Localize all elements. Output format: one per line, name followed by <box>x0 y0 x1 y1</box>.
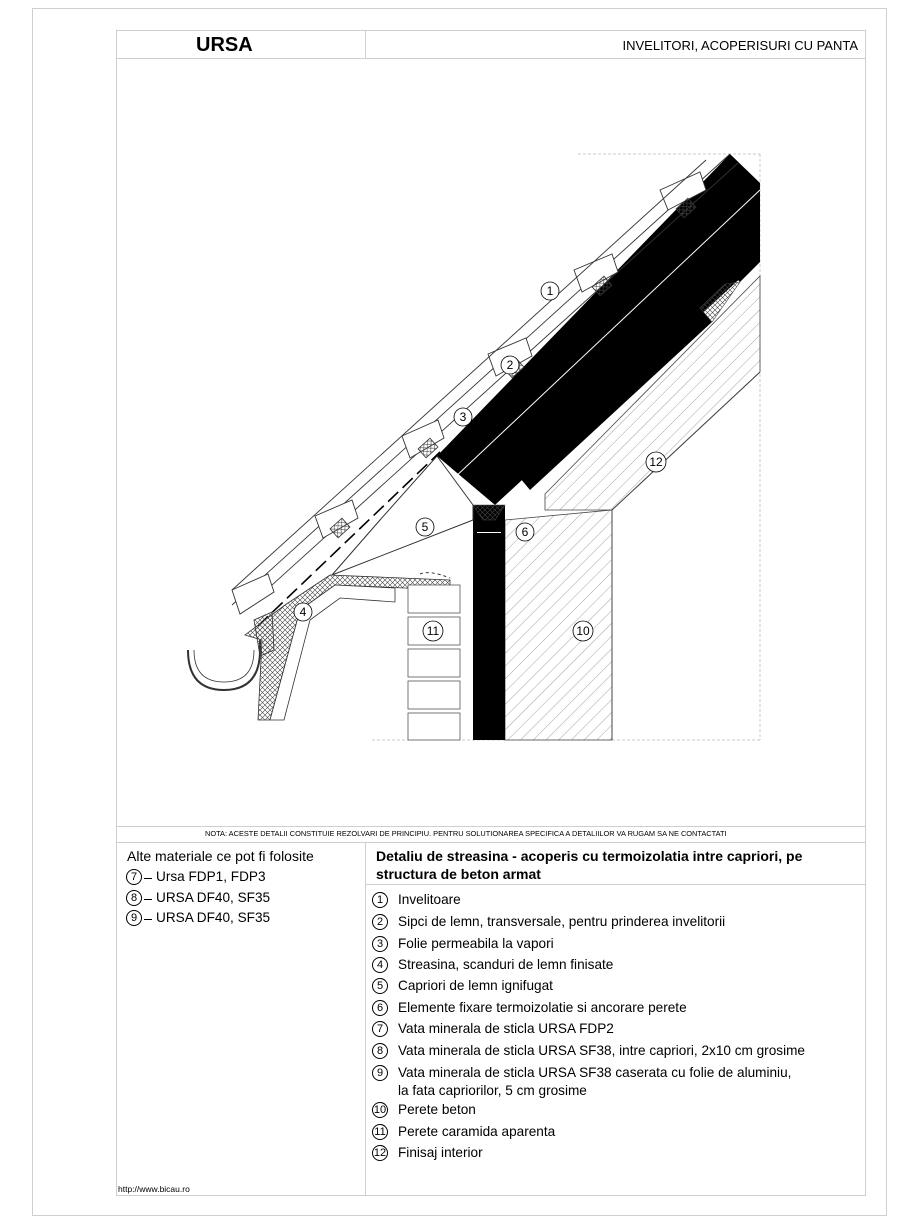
callout-2 <box>501 356 519 374</box>
item-number: 6 <box>372 1000 388 1016</box>
item-dash <box>144 919 152 920</box>
disclaimer-note: NOTA: ACESTE DETALII CONSTITUIE REZOLVARI DE PRINCIPIU. PENTRU SOLUTIONAREA SPECIFICA A DETALIILOR VA RUGAM SA NE CONTACTATI <box>205 829 727 838</box>
item-number: 5 <box>372 978 388 994</box>
item-text: Folie permeabila la vapori <box>398 936 554 951</box>
item-number: 7 <box>372 1021 388 1037</box>
detail-title-line-2: structura de beton armat <box>376 866 541 882</box>
item-dash <box>144 878 152 879</box>
brand-logo: URSA <box>196 34 253 56</box>
item-text: Elemente fixare termoizolatie si ancorare perete <box>398 1000 687 1015</box>
item-text: Capriori de lemn ignifugat <box>398 978 553 993</box>
legend-item <box>372 1123 555 1141</box>
svg-text:12: 12 <box>649 455 663 469</box>
item-text-line-2: la fata capriorilor, 5 cm grosime <box>398 1083 587 1098</box>
detail-title <box>376 847 846 883</box>
callout-6 <box>516 523 534 541</box>
ventilation-arrow <box>420 573 450 578</box>
item-text: Streasina, scanduri de lemn finisate <box>398 957 614 972</box>
item-text: Vata minerala de sticla URSA SF38, intre capriori, 2x10 cm grosime <box>398 1043 805 1058</box>
legend-item <box>372 1064 791 1100</box>
item-number: 3 <box>372 936 388 952</box>
item-number: 4 <box>372 957 388 973</box>
note-divider-bottom <box>116 842 866 843</box>
item-text: Ursa FDP1, FDP3 <box>156 869 266 884</box>
callout-4 <box>294 603 312 621</box>
item-number: 10 <box>373 1104 387 1116</box>
detail-title-line-1: Detaliu de streasina - acoperis cu termoizolatia intre capriori, pe <box>376 848 803 864</box>
svg-text:11: 11 <box>426 624 440 638</box>
item-text: Sipci de lemn, transversale, pentru prinderea invelitorii <box>398 914 726 929</box>
gutter <box>188 640 260 690</box>
item-text: URSA DF40, SF35 <box>156 910 271 925</box>
svg-text:1: 1 <box>546 284 554 298</box>
legend-item <box>372 891 461 909</box>
legend-item <box>372 999 687 1017</box>
item-number: 9 <box>372 1065 388 1081</box>
item-number: 8 <box>126 890 142 906</box>
legend-item <box>372 956 613 974</box>
brick-wall <box>408 585 460 740</box>
item-number: 2 <box>372 914 388 930</box>
item-dash <box>144 899 152 900</box>
item-text: Perete beton <box>398 1102 476 1117</box>
legend-item <box>372 935 554 953</box>
legend-column-divider <box>365 842 366 1196</box>
item-number: 7 <box>126 869 142 885</box>
gutter-inner <box>194 650 254 682</box>
item-text: Vata minerala de sticla URSA FDP2 <box>398 1021 614 1036</box>
legend-item <box>372 1020 614 1038</box>
alternative-item <box>126 889 270 907</box>
sheet-title: INVELITORI, ACOPERISURI CU PANTA <box>622 38 858 53</box>
item-text <box>398 1064 791 1100</box>
svg-text:10: 10 <box>576 624 590 638</box>
callout-5 <box>416 518 434 536</box>
item-number: 11 <box>372 1124 388 1140</box>
concrete-wall <box>505 510 612 740</box>
callout-12 <box>646 452 666 472</box>
wall-insulation-mark <box>477 532 501 533</box>
alternative-item <box>126 868 266 886</box>
legend-item <box>372 977 553 995</box>
item-number: 8 <box>372 1043 388 1059</box>
gutter-bracket <box>254 612 274 656</box>
legend-item <box>372 913 725 931</box>
footer-url: http://www.bicau.ro <box>118 1184 190 1194</box>
legend-item <box>372 1101 476 1119</box>
callout-1 <box>541 282 559 300</box>
item-text: Finisaj interior <box>398 1145 483 1160</box>
item-number: 9 <box>126 910 142 926</box>
legend-item <box>372 1042 805 1060</box>
item-number: 1 <box>372 892 388 908</box>
item-number: 12 <box>373 1147 387 1159</box>
callout-11 <box>423 621 443 641</box>
detail-title-divider <box>365 884 866 885</box>
svg-text:5: 5 <box>421 520 429 534</box>
item-text: URSA DF40, SF35 <box>156 890 271 905</box>
svg-text:2: 2 <box>506 358 514 372</box>
item-text: Invelitoare <box>398 892 461 907</box>
legend-item <box>372 1144 483 1162</box>
item-text: Perete caramida aparenta <box>398 1124 556 1139</box>
callout-3 <box>454 408 472 426</box>
svg-text:3: 3 <box>459 410 467 424</box>
wall-insulation <box>473 505 505 740</box>
alternatives-title: Alte materiale ce pot fi folosite <box>127 848 314 864</box>
alternative-item <box>126 909 270 927</box>
svg-text:4: 4 <box>299 605 307 619</box>
callout-10 <box>573 621 593 641</box>
svg-text:6: 6 <box>521 525 529 539</box>
item-text-line-1: Vata minerala de sticla URSA SF38 caserata cu folie de aluminiu, <box>398 1065 792 1080</box>
